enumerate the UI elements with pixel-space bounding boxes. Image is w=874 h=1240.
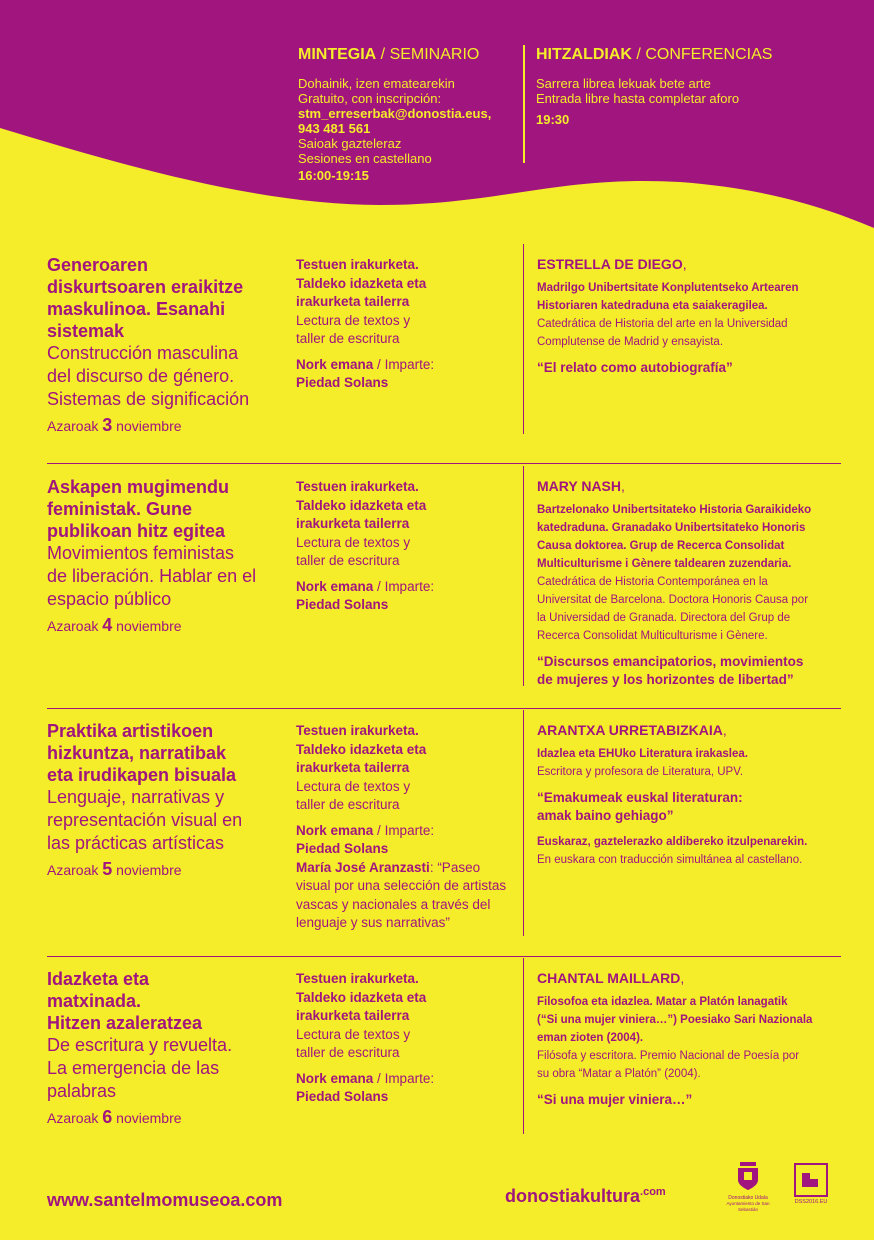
conference-time: 19:30 [536,112,570,127]
bio-es-line: Universitat de Barcelona. Doctora Honoris Causa por [537,594,809,606]
workshop-by-label: Nork emana / Imparte: [296,1070,435,1086]
session-title-eu: Idazketa eta [47,969,150,989]
city-council-line-2: Ayuntamiento de San Sebastián [726,1201,770,1212]
session-title-eu: Praktika artistikoen [47,721,214,741]
seminar-info-5: Saioak gazteleraz [298,136,402,151]
session-title-eu: matxinada. [47,991,142,1011]
talk-title-line: “Si una mujer viniera…” [537,1092,693,1107]
speaker-name: MARY NASH, [537,478,625,494]
session-title-column [47,254,282,436]
speaker-bio-es [537,1047,837,1083]
speaker-bio-es [537,315,837,351]
session-date: Azaroak 3 noviembre [47,415,182,435]
section-divider [47,463,841,464]
translation-note-eu [537,833,837,851]
section-divider [47,708,841,709]
workshop-title-eu: irakurketa tailerra [296,1008,410,1023]
speaker-bio-es [537,573,837,645]
talk-title [537,1091,837,1109]
session-title-column [47,968,282,1128]
workshop-title-es: taller de escritura [296,797,400,812]
session-title-eu: Hitzen azaleratzea [47,1013,203,1033]
workshop-instructor: Piedad Solans [296,841,389,856]
bio-es-line: Catedrática de Historia del arte en la Universidad [537,318,788,330]
talk-title [537,653,837,689]
bio-es-line: la Universidad de Granada. Directora del Grup de [537,612,791,624]
seminar-phone[interactable]: 943 481 561 [298,121,371,136]
workshop-title-eu: irakurketa tailerra [296,294,410,309]
workshop-title-eu: Testuen irakurketa. [296,257,419,272]
talk-title [537,359,837,377]
session-title-eu: hizkuntza, narratibak [47,743,227,763]
session-conference-column [537,721,837,869]
session-title-eu: eta irudikapen bisuala [47,765,237,785]
seminar-time: 16:00-19:15 [298,168,369,183]
dss2016-label: DSS2016.EU [794,1199,828,1205]
session-conference-column [537,255,837,377]
note-eu-line: Euskaraz, gaztelerazko aldibereko itzulpenarekin. [537,836,808,848]
session-title-es: Construcción masculina [47,343,239,363]
column-divider [523,710,524,936]
session-title-es: espacio público [47,589,172,609]
bio-eu-line: Bartzelonako Unibertsitateko Historia Garaikideko [537,504,812,516]
workshop-title-eu: Testuen irakurketa. [296,479,419,494]
workshop-instructor: Piedad Solans [296,597,389,612]
workshop-title-eu: irakurketa tailerra [296,516,410,531]
workshop-title-es: taller de escritura [296,1045,400,1060]
session-title-es: representación visual en [47,810,243,830]
bio-es-line: su obra “Matar a Platón” (2004). [537,1068,701,1080]
bio-eu-line: Multiculturisme i Gènere taldearen zuzendaria. [537,558,792,570]
session-title-eu: feministak. Gune [47,499,193,519]
workshop-extra-line: vascas y nacionales a través del [296,896,491,912]
workshop-title-es: Lectura de textos y [296,1026,411,1042]
seminar-header [298,46,518,183]
workshop-by-label: Nork emana / Imparte: [296,822,435,838]
workshop-title-es: Lectura de textos y [296,312,411,328]
workshop-by-label: Nork emana / Imparte: [296,356,435,372]
workshop-title-eu: Taldeko idazketa eta [296,497,427,513]
note-es-line: En euskara con traducción simultánea al castellano. [537,854,803,866]
session-title-es: de liberación. Hablar en el [47,566,257,586]
workshop-title-es: taller de escritura [296,553,400,568]
session-title-eu: publikoan hitz egitea [47,521,226,541]
session-title-es: Movimientos feministas [47,543,235,563]
seminar-info-1: Dohainik, izen ematearekin [298,76,455,91]
bio-eu-line: (“Si una mujer viniera…”) Poesiako Sari Nazionala [537,1014,813,1026]
session-conference-column [537,969,837,1109]
bio-es-line: Catedrática de Historia Contemporánea en la [537,576,768,588]
workshop-instructor: Piedad Solans [296,375,389,390]
workshop-title-eu: Testuen irakurketa. [296,971,419,986]
session-date: Azaroak 6 noviembre [47,1107,182,1127]
talk-title-line: amak baino gehiago” [537,808,674,823]
workshop-by-label: Nork emana / Imparte: [296,578,435,594]
session-title-es: Sistemas de significación [47,389,250,409]
session-date: Azaroak 5 noviembre [47,859,182,879]
bio-eu-line: Causa doktorea. Grup de Recerca Consolidat [537,540,785,552]
speaker-bio-eu [537,993,837,1047]
conference-info-1: Sarrera librea lekuak bete arte [536,76,711,91]
workshop-title-es: Lectura de textos y [296,778,411,794]
conference-label: HITZALDIAK / CONFERENCIAS [536,46,773,63]
talk-title-line: de mujeres y los horizontes de libertad” [537,672,794,687]
section-divider [47,956,841,957]
bio-eu-line: Historiaren katedraduna eta saiakeragilea. [537,300,768,312]
seminar-email[interactable]: stm_erreserbak@donostia.eus, [298,106,492,121]
workshop-title-eu: Testuen irakurketa. [296,723,419,738]
speaker-name: CHANTAL MAILLARD, [537,970,685,986]
header-divider [523,45,525,163]
bio-es-line: Recerca Consolidat Multiculturisme i Gènere. [537,630,768,642]
dss2016-logo [793,1163,829,1205]
session-title-eu: diskurtsoaren eraikitze [47,277,244,297]
workshop-extra-line: María José Aranzasti: “Paseo [296,859,481,875]
bio-es-line: Escritora y profesora de Literatura, UPV. [537,766,744,778]
bio-eu-line: eman zioten (2004). [537,1032,644,1044]
session-workshop-column [296,970,511,1107]
workshop-extra-line: visual por una selección de artistas [296,878,507,893]
workshop-instructor: Piedad Solans [296,1089,389,1104]
city-council-line-1: Donostiako Udala [728,1195,768,1201]
session-title-es: De escritura y revuelta. [47,1035,233,1055]
session-workshop-column [296,722,511,933]
workshop-title-eu: Taldeko idazketa eta [296,741,427,757]
seminar-info-2: Gratuito, con inscripción: [298,91,442,106]
talk-title-line: “Discursos emancipatorios, movimientos [537,654,804,669]
session-title-eu: sistemak [47,321,125,341]
bio-eu-line: Idazlea eta EHUko Literatura irakaslea. [537,748,748,760]
session-title-column [47,476,282,636]
workshop-title-eu: irakurketa tailerra [296,760,410,775]
column-divider [523,958,524,1134]
translation-note-es [537,851,837,869]
talk-title-line: “El relato como autobiografía” [537,360,733,375]
column-divider [523,466,524,686]
workshop-title-es: taller de escritura [296,331,400,346]
bio-eu-line: Filosofoa eta idazlea. Matar a Platón lanagatik [537,996,788,1008]
speaker-bio-eu [537,745,837,763]
donostiakultura-logo[interactable]: donostiakultura$^{.com}$ [505,1186,666,1206]
seminar-label: MINTEGIA / SEMINARIO [298,46,480,63]
session-title-es: Lenguaje, narrativas y [47,787,225,807]
bio-eu-line: Madrilgo Unibertsitate Konplutentseko Artearen [537,282,799,294]
session-title-eu: maskulinoa. Esanahi [47,299,226,319]
session-workshop-column [296,256,511,393]
footer-url[interactable]: www.santelmomuseoa.com [47,1190,283,1210]
workshop-title-eu: Taldeko idazketa eta [296,275,427,291]
session-title-eu: Askapen mugimendu [47,477,230,497]
session-title-es: del discurso de género. [47,366,235,386]
dss-emblem-icon [796,1165,826,1195]
conference-header [536,46,836,127]
bio-eu-line: katedraduna. Granadako Unibertsitateko Honoris [537,522,806,534]
session-workshop-column [296,478,511,615]
workshop-title-es: Lectura de textos y [296,534,411,550]
coat-of-arms-icon [736,1162,760,1190]
conference-info-2: Entrada libre hasta completar aforo [536,91,740,106]
session-title-eu: Generoaren [47,255,149,275]
session-title-column [47,720,282,880]
session-title-es: palabras [47,1081,117,1101]
talk-title [537,789,837,825]
talk-title-line: “Emakumeak euskal literaturan: [537,790,743,805]
speaker-bio-es [537,763,837,781]
workshop-title-eu: Taldeko idazketa eta [296,989,427,1005]
city-council-logo [718,1162,778,1213]
speaker-name: ARANTXA URRETABIZKAIA, [537,722,727,738]
speaker-bio-eu [537,279,837,315]
session-title-es: las prácticas artísticas [47,833,225,853]
bio-es-line: Complutense de Madrid y ensayista. [537,336,724,348]
column-divider [523,244,524,434]
session-conference-column [537,477,837,689]
session-title-es: La emergencia de las [47,1058,220,1078]
bio-es-line: Filósofa y escritora. Premio Nacional de Poesía por [537,1050,800,1062]
speaker-name: ESTRELLA DE DIEGO, [537,256,687,272]
workshop-extra-line: lenguaje y sus narrativas” [296,915,450,930]
seminar-info-6: Sesiones en castellano [298,151,432,166]
session-date: Azaroak 4 noviembre [47,615,182,635]
speaker-bio-eu [537,501,837,573]
